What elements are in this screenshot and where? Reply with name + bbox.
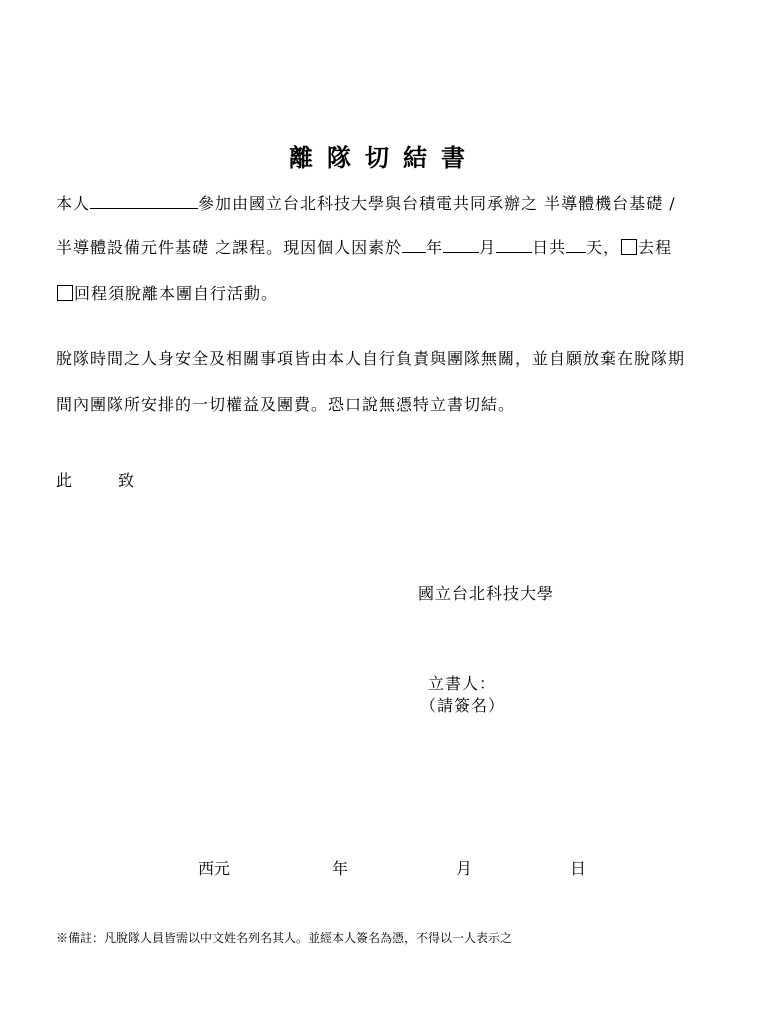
recipient: 國立台北科技大學 xyxy=(418,584,555,603)
paragraph-1-line-2 xyxy=(56,236,672,260)
date-era: 西元 xyxy=(198,859,231,878)
course-text-2: 半導體設備元件基礎 之課程。現因個人因素於 xyxy=(56,238,403,257)
paragraph-1-line-3 xyxy=(56,282,278,306)
return-label: 回程須脫離本團自行活動。 xyxy=(74,284,279,303)
course-text: 參加由國立台北科技大學與台積電共同承辦之 半導體機台基礎 / xyxy=(198,194,676,213)
month-blank[interactable] xyxy=(443,236,479,253)
date-day: 日 xyxy=(570,859,587,878)
self-prefix: 本人 xyxy=(56,194,91,213)
day-blank[interactable] xyxy=(496,236,532,253)
date-year: 年 xyxy=(332,859,349,878)
date-month: 月 xyxy=(456,859,473,878)
paragraph-1-line-1 xyxy=(56,192,676,216)
days-label: 天， xyxy=(586,238,621,257)
paragraph-2-line-2: 間內團隊所安排的一切權益及團費。恐口說無憑特立書切結。 xyxy=(56,395,516,414)
outbound-checkbox[interactable] xyxy=(621,239,637,255)
day-total-label: 日共 xyxy=(532,238,567,257)
closing-zhi: 致 xyxy=(118,471,135,490)
paragraph-2-line-1: 脫隊時間之人身安全及相關事項皆由本人自行負責與團隊無關，並自願放棄在脫隊期 xyxy=(56,349,686,368)
month-label: 月 xyxy=(479,238,497,257)
signer-hint: （請簽名） xyxy=(420,696,506,715)
name-blank[interactable] xyxy=(90,192,198,209)
year-label: 年 xyxy=(426,238,444,257)
document-title: 離隊切結書 xyxy=(289,143,479,172)
closing-ci: 此 xyxy=(56,471,73,490)
return-checkbox[interactable] xyxy=(57,285,73,301)
footnote: ※備註：凡脫隊人員皆需以中文姓名列名其人。並經本人簽名為憑，不得以一人表示之 xyxy=(56,931,513,945)
days-count-blank[interactable] xyxy=(566,236,586,253)
outbound-label: 去程 xyxy=(638,238,673,257)
year-blank[interactable] xyxy=(402,236,426,253)
signer-label: 立書人： xyxy=(428,674,497,693)
